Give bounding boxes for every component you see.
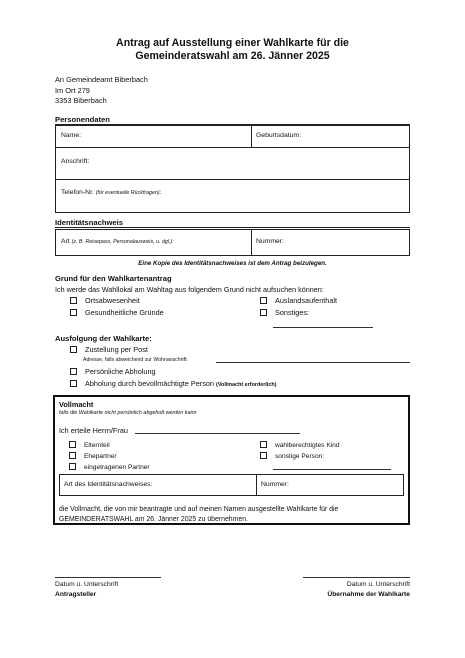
delivery-option[interactable]: [70, 345, 148, 354]
address-line: 3353 Biberbach: [55, 96, 107, 105]
phone-label: Telefon-Nr.: [61, 189, 94, 196]
other-reason-line[interactable]: [273, 327, 373, 328]
receipt-role: Übernahme der Wahlkarte: [327, 591, 410, 598]
applicant-role: Antragsteller: [55, 591, 97, 598]
proxy-required-note: (Vollmacht erforderlich): [216, 382, 277, 388]
divider: [251, 230, 252, 255]
proxy-statement-line: GEMEINDERATSWAHL am 26. Jänner 2025 zu übernehmen.: [59, 515, 248, 523]
proxy-statement-line: die Vollmacht, die von mir beantragte und auf meinen Namen ausgestellte Wahlkarte für die: [59, 506, 339, 513]
personal-data-heading: Personendaten: [55, 115, 110, 124]
delivery-option[interactable]: [70, 379, 276, 388]
relation-option[interactable]: [260, 452, 324, 460]
form-title: [0, 37, 465, 63]
proxy-grant-label: Ich erteile Herrn/Frau: [59, 426, 128, 435]
reason-intro: Ich werde das Wahllokal am Wahltag aus folgendem Grund nicht aufsuchen können:: [55, 285, 324, 294]
proxy-name-line[interactable]: [135, 433, 300, 434]
checkbox[interactable]: [69, 441, 76, 448]
reason-option[interactable]: [260, 308, 309, 317]
title-line-1: Antrag auf Ausstellung einer Wahlkarte für die: [116, 37, 349, 49]
relation-option[interactable]: [69, 441, 110, 449]
relation-option-label: Elternteil: [84, 442, 110, 449]
other-person-line[interactable]: [273, 469, 391, 470]
phone-field[interactable]: [61, 189, 162, 196]
proxy-statement: [59, 505, 338, 524]
relation-option[interactable]: [260, 441, 340, 449]
reason-heading: Grund für den Wahlkartenantrag: [55, 274, 172, 283]
delivery-option-label: Persönliche Abholung: [85, 367, 156, 376]
checkbox[interactable]: [70, 380, 77, 387]
divider: [56, 179, 409, 180]
proxy-box: [53, 395, 410, 525]
divider: [56, 147, 409, 148]
address-field[interactable]: Anschrift:: [61, 158, 90, 165]
checkbox[interactable]: [70, 309, 77, 316]
relation-option[interactable]: [69, 463, 150, 471]
relation-option-label: wahlberechtigtes Kind: [275, 442, 340, 449]
checkbox[interactable]: [70, 368, 77, 375]
delivery-option-label: Zustellung per Post: [85, 345, 148, 354]
divider: [251, 126, 252, 147]
birthdate-field[interactable]: Geburtsdatum:: [256, 132, 301, 139]
receipt-signature-line[interactable]: [303, 577, 410, 578]
proxy-sub: falls die Wahlkarte nicht persönlich abgeholt werden kann: [59, 410, 197, 416]
checkbox[interactable]: [260, 309, 267, 316]
relation-option-label: Ehepartner: [84, 453, 117, 460]
post-address-line[interactable]: [216, 362, 410, 363]
address-line: Im Ort 279: [55, 85, 90, 95]
personal-data-box: [55, 125, 410, 213]
id-type-note: (z. B. Reisepass, Personalausweis, u. dgl.):: [71, 239, 174, 245]
divider: [256, 475, 257, 495]
id-proof-box: [55, 229, 410, 256]
checkbox[interactable]: [260, 297, 267, 304]
reason-option[interactable]: [70, 308, 164, 317]
applicant-signature-label: Datum u. Unterschrift: [55, 581, 119, 588]
copy-note: Eine Kopie des Identitätsnachweises ist dem Antrag beizulegen.: [138, 260, 327, 267]
proxy-id-type-field[interactable]: Art des Identitätsnachweises:: [64, 481, 153, 488]
applicant-signature-line[interactable]: [55, 577, 161, 578]
reason-option-label: Sonstiges:: [275, 308, 310, 317]
id-proof-heading: Identitätsnachweis: [55, 218, 123, 227]
reason-option[interactable]: [260, 296, 337, 305]
phone-note: (für eventuelle Rückfragen): [95, 190, 160, 196]
id-number-field[interactable]: Nummer:: [256, 238, 284, 245]
proxy-id-box: [59, 474, 404, 496]
recipient-address: [55, 75, 148, 107]
checkbox[interactable]: [260, 452, 267, 459]
relation-option-label: sonstige Person:: [275, 453, 325, 460]
relation-option[interactable]: [69, 452, 117, 460]
checkbox[interactable]: [70, 297, 77, 304]
delivery-option[interactable]: [70, 367, 156, 376]
proxy-heading: Vollmacht: [59, 400, 94, 409]
relation-option-label: eingetragenen Partner: [84, 464, 150, 471]
proxy-id-number-field[interactable]: Nummer:: [261, 481, 289, 488]
phone-colon: :: [159, 189, 162, 196]
checkbox[interactable]: [69, 463, 76, 470]
name-field[interactable]: Name:: [61, 132, 82, 139]
reason-option-label: Auslandsaufenthalt: [275, 296, 338, 305]
reason-option-label: Ortsabwesenheit: [85, 296, 140, 305]
delivery-option-label: Abholung durch bevollmächtigte Person: [85, 379, 214, 388]
post-address-note: Adresse, falls abweichend zur Wohnanschrift:: [83, 357, 188, 363]
reason-option-label: Gesundheitliche Gründe: [85, 308, 164, 317]
checkbox[interactable]: [70, 346, 77, 353]
title-line-2: Gemeinderatswahl am 26. Jänner 2025: [135, 50, 330, 62]
checkbox[interactable]: [69, 452, 76, 459]
address-line: An Gemeindeamt Biberbach: [55, 75, 148, 84]
delivery-heading: Ausfolgung der Wahlkarte:: [55, 334, 152, 343]
checkbox[interactable]: [260, 441, 267, 448]
id-type-label: Art: [61, 238, 70, 245]
reason-option[interactable]: [70, 296, 140, 305]
divider: [55, 227, 410, 228]
id-type-field[interactable]: [61, 238, 174, 245]
receipt-signature-label: Datum u. Unterschrift: [346, 581, 410, 588]
